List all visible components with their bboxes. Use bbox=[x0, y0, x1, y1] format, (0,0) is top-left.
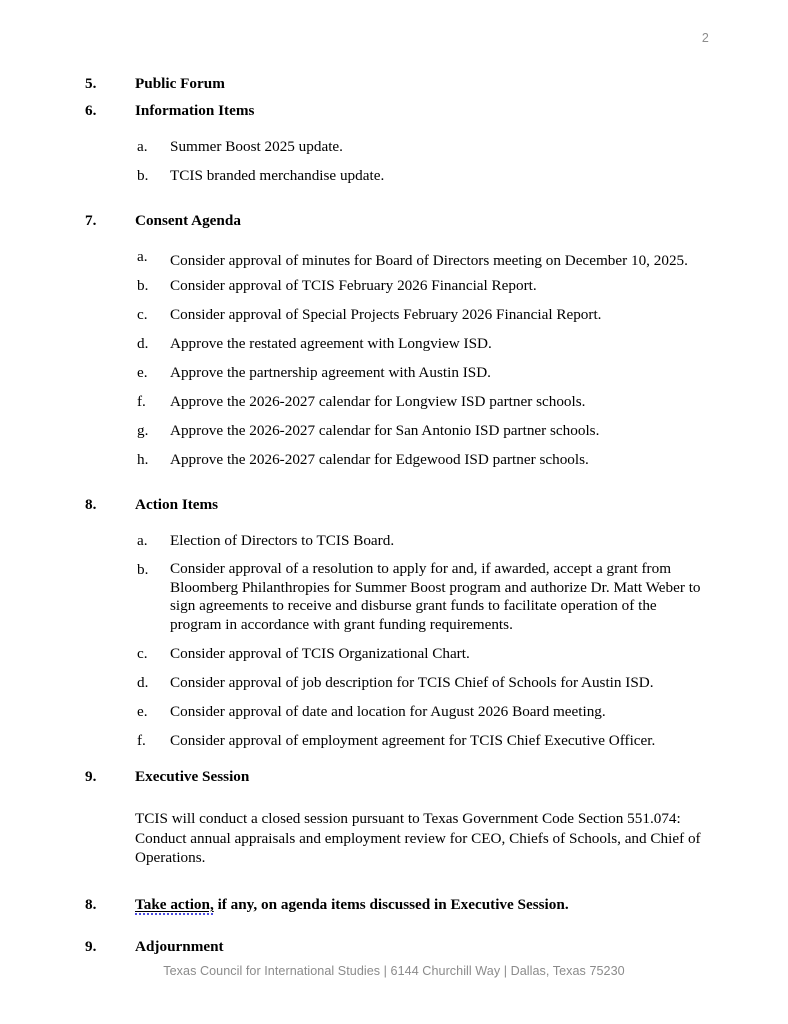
agenda-item-7-heading: Consent Agenda bbox=[135, 212, 241, 229]
list-item-text: Consider approval of TCIS February 2026 Financial Report. bbox=[170, 277, 537, 294]
agenda-item-5-number: 5. bbox=[85, 75, 97, 92]
spacer bbox=[0, 121, 788, 137]
agenda-item-7-number: 7. bbox=[85, 212, 97, 229]
list-item-letter: f. bbox=[137, 732, 146, 749]
agenda-item-5-heading: Public Forum bbox=[135, 75, 225, 92]
agenda-item-7-subitems bbox=[0, 247, 788, 470]
list-item bbox=[0, 137, 788, 157]
spacer bbox=[0, 195, 788, 211]
agenda-item-8-number: 8. bbox=[85, 496, 97, 513]
grammar-flagged-text: Take action, bbox=[135, 896, 214, 916]
list-item bbox=[0, 673, 788, 693]
list-item bbox=[0, 247, 788, 275]
list-item bbox=[0, 363, 788, 383]
list-item-text: Consider approval of TCIS Organizational Chart. bbox=[170, 645, 470, 662]
list-item bbox=[0, 421, 788, 441]
list-item-text: Election of Directors to TCIS Board. bbox=[170, 532, 395, 549]
agenda-content bbox=[0, 74, 788, 957]
list-item-letter: c. bbox=[137, 645, 148, 662]
list-item-text: Approve the restated agreement with Longview ISD. bbox=[170, 335, 492, 352]
agenda-item-7 bbox=[0, 211, 788, 231]
list-item bbox=[0, 334, 788, 354]
agenda-item-6-heading: Information Items bbox=[135, 102, 255, 119]
list-item-letter: e. bbox=[137, 364, 148, 381]
list-item-text: Consider approval of minutes for Board of Directors meeting on December 10, 2025. bbox=[170, 252, 688, 269]
agenda-item-8-take-action-heading bbox=[135, 895, 703, 915]
spacer bbox=[0, 515, 788, 531]
list-item bbox=[0, 305, 788, 325]
list-item-text: Approve the 2026-2027 calendar for Edgewood ISD partner schools. bbox=[170, 451, 589, 468]
list-item bbox=[0, 531, 788, 551]
list-item bbox=[0, 166, 788, 186]
list-item bbox=[0, 392, 788, 412]
list-item bbox=[0, 702, 788, 722]
executive-session-description: TCIS will conduct a closed session pursuant to Texas Government Code Section 551.074: Conduct annual appraisals and employment review for CEO, Chiefs of Schools, and Chief of Operations. bbox=[135, 810, 701, 866]
list-item bbox=[0, 644, 788, 664]
list-item-text: Consider approval of job description for TCIS Chief of Schools for Austin ISD. bbox=[170, 674, 654, 691]
list-item-text: Summer Boost 2025 update. bbox=[170, 138, 343, 155]
agenda-item-9-adjournment-heading: Adjournment bbox=[135, 937, 224, 955]
list-item-text: Consider approval of employment agreement for TCIS Chief Executive Officer. bbox=[170, 732, 656, 749]
agenda-item-8-take-action-rest: if any, on agenda items discussed in Executive Session. bbox=[213, 895, 569, 913]
list-item-letter: a. bbox=[137, 248, 148, 265]
list-item-letter: c. bbox=[137, 306, 148, 323]
agenda-item-6-number: 6. bbox=[85, 102, 97, 119]
agenda-item-8 bbox=[0, 495, 788, 515]
agenda-item-8-heading: Action Items bbox=[135, 496, 219, 513]
agenda-item-6 bbox=[0, 101, 788, 121]
agenda-item-5 bbox=[0, 74, 788, 94]
list-item-letter: h. bbox=[137, 451, 149, 468]
list-item bbox=[0, 731, 788, 751]
list-item-text: Consider approval of a resolution to apply for and, if awarded, accept a grant from Bloomberg Philanthropies for Summer Boost program and authorize Dr. Matt Weber to sign agreements to receive and disburse grant funds to facilitate operation of the program in accordance with grant funding requirements. bbox=[170, 560, 701, 633]
agenda-item-8-take-action-number: 8. bbox=[85, 895, 97, 913]
list-item-letter: b. bbox=[137, 277, 149, 294]
agenda-item-8-take-action bbox=[0, 895, 788, 915]
list-item-letter: b. bbox=[137, 167, 149, 184]
agenda-item-9-adjournment-number: 9. bbox=[85, 937, 97, 955]
list-item-text: Consider approval of date and location for August 2026 Board meeting. bbox=[170, 703, 606, 720]
spacer bbox=[0, 787, 788, 809]
agenda-item-9-heading: Executive Session bbox=[135, 768, 250, 785]
agenda-item-9 bbox=[0, 767, 788, 787]
spacer bbox=[0, 868, 788, 895]
spacer bbox=[0, 479, 788, 495]
agenda-item-9-adjournment bbox=[0, 937, 788, 957]
list-item-letter: g. bbox=[137, 422, 149, 439]
list-item-text: Consider approval of Special Projects February 2026 Financial Report. bbox=[170, 306, 602, 323]
agenda-item-9-number: 9. bbox=[85, 768, 97, 785]
spacer bbox=[0, 915, 788, 937]
list-item-letter: d. bbox=[137, 335, 149, 352]
list-item bbox=[0, 276, 788, 296]
agenda-item-6-subitems bbox=[0, 137, 788, 186]
list-item-text: Approve the 2026-2027 calendar for San Antonio ISD partner schools. bbox=[170, 422, 600, 439]
spacer bbox=[0, 94, 788, 101]
list-item-letter: a. bbox=[137, 532, 148, 549]
list-item-text: TCIS branded merchandise update. bbox=[170, 167, 385, 184]
list-item-text: Approve the partnership agreement with Austin ISD. bbox=[170, 364, 491, 381]
spacer bbox=[0, 231, 788, 247]
list-item-letter: e. bbox=[137, 703, 148, 720]
list-item bbox=[0, 560, 788, 634]
list-item-letter: b. bbox=[137, 561, 149, 578]
agenda-item-8-subitems bbox=[0, 531, 788, 751]
list-item-text: Approve the 2026-2027 calendar for Longview ISD partner schools. bbox=[170, 393, 586, 410]
spacer bbox=[0, 760, 788, 767]
list-item-letter: d. bbox=[137, 674, 149, 691]
page-number: 2 bbox=[701, 31, 709, 45]
page-footer: Texas Council for International Studies | 6144 Churchill Way | Dallas, Texas 75230 bbox=[163, 964, 625, 978]
list-item-letter: a. bbox=[137, 138, 148, 155]
list-item bbox=[0, 450, 788, 470]
list-item-letter: f. bbox=[137, 393, 146, 410]
